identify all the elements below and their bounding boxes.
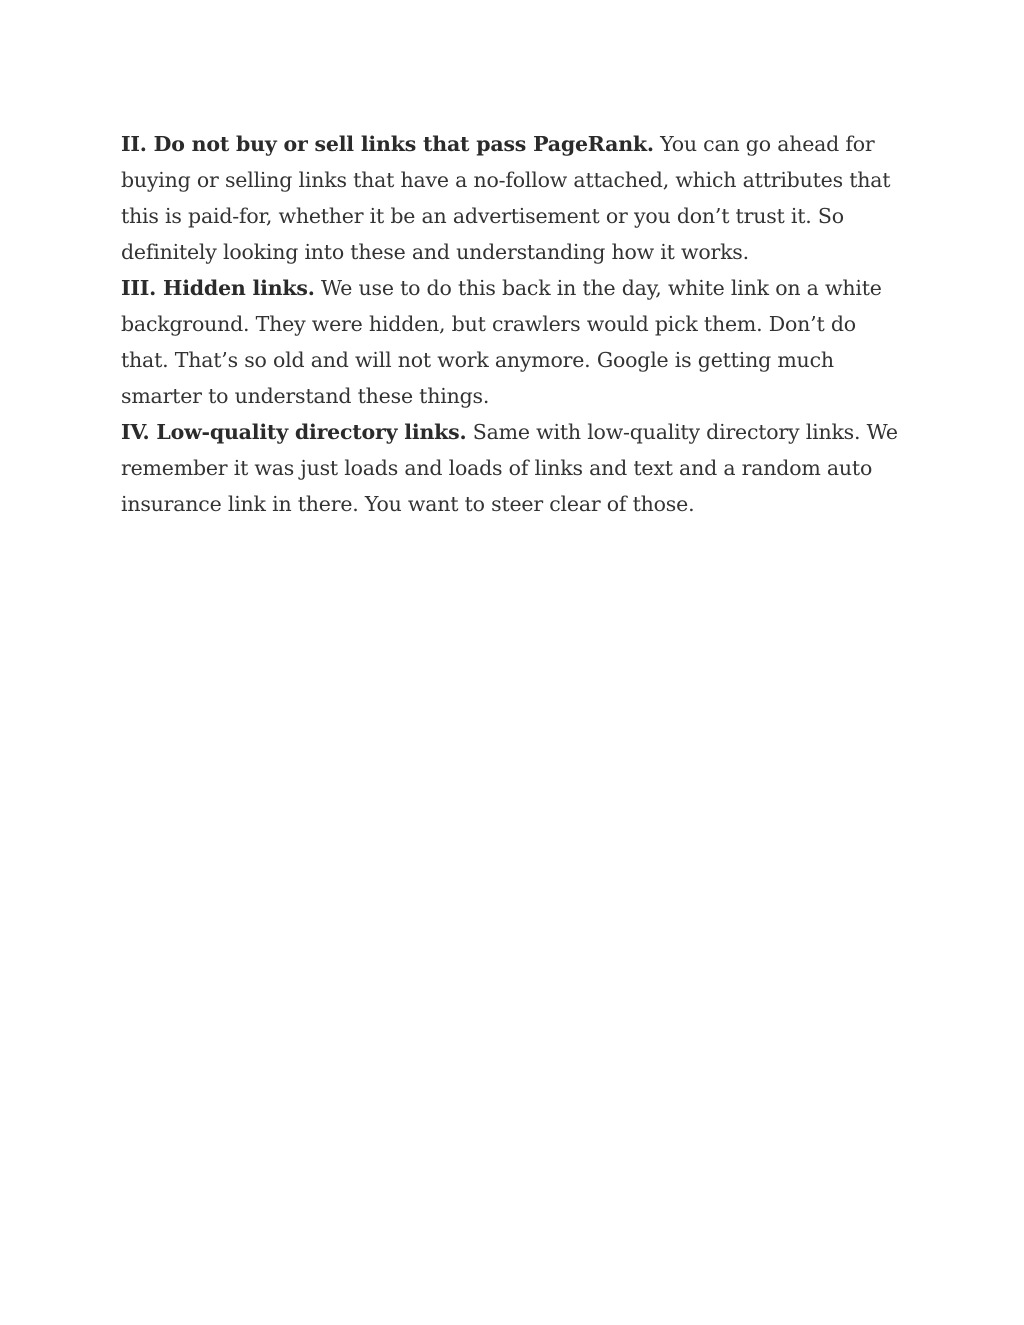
paragraph-heading: IV. Low-quality directory links. [121, 420, 467, 444]
document-page [121, 126, 901, 522]
paragraph-hidden-links [121, 270, 901, 414]
paragraph-body: We use to do this back in the day, white link on a white background. They were hidden, but crawlers would pick them. Don’t do that. That’s so old and will not work anymore. Google is getting much smarter to understand these things. [121, 276, 882, 408]
paragraph-heading: III. Hidden links. [121, 276, 315, 300]
paragraph-paid-links [121, 126, 901, 270]
paragraph-directory-links [121, 414, 901, 522]
paragraph-body: You can go ahead for buying or selling links that have a no-follow attached, which attributes that this is paid-for, whether it be an advertisement or you don’t trust it. So definitely looking into these and understanding how it works. [121, 132, 891, 264]
paragraph-body: Same with low-quality directory links. We remember it was just loads and loads of links and text and a random auto insurance link in there. You want to steer clear of those. [121, 420, 898, 516]
paragraph-heading: II. Do not buy or sell links that pass PageRank. [121, 132, 654, 156]
